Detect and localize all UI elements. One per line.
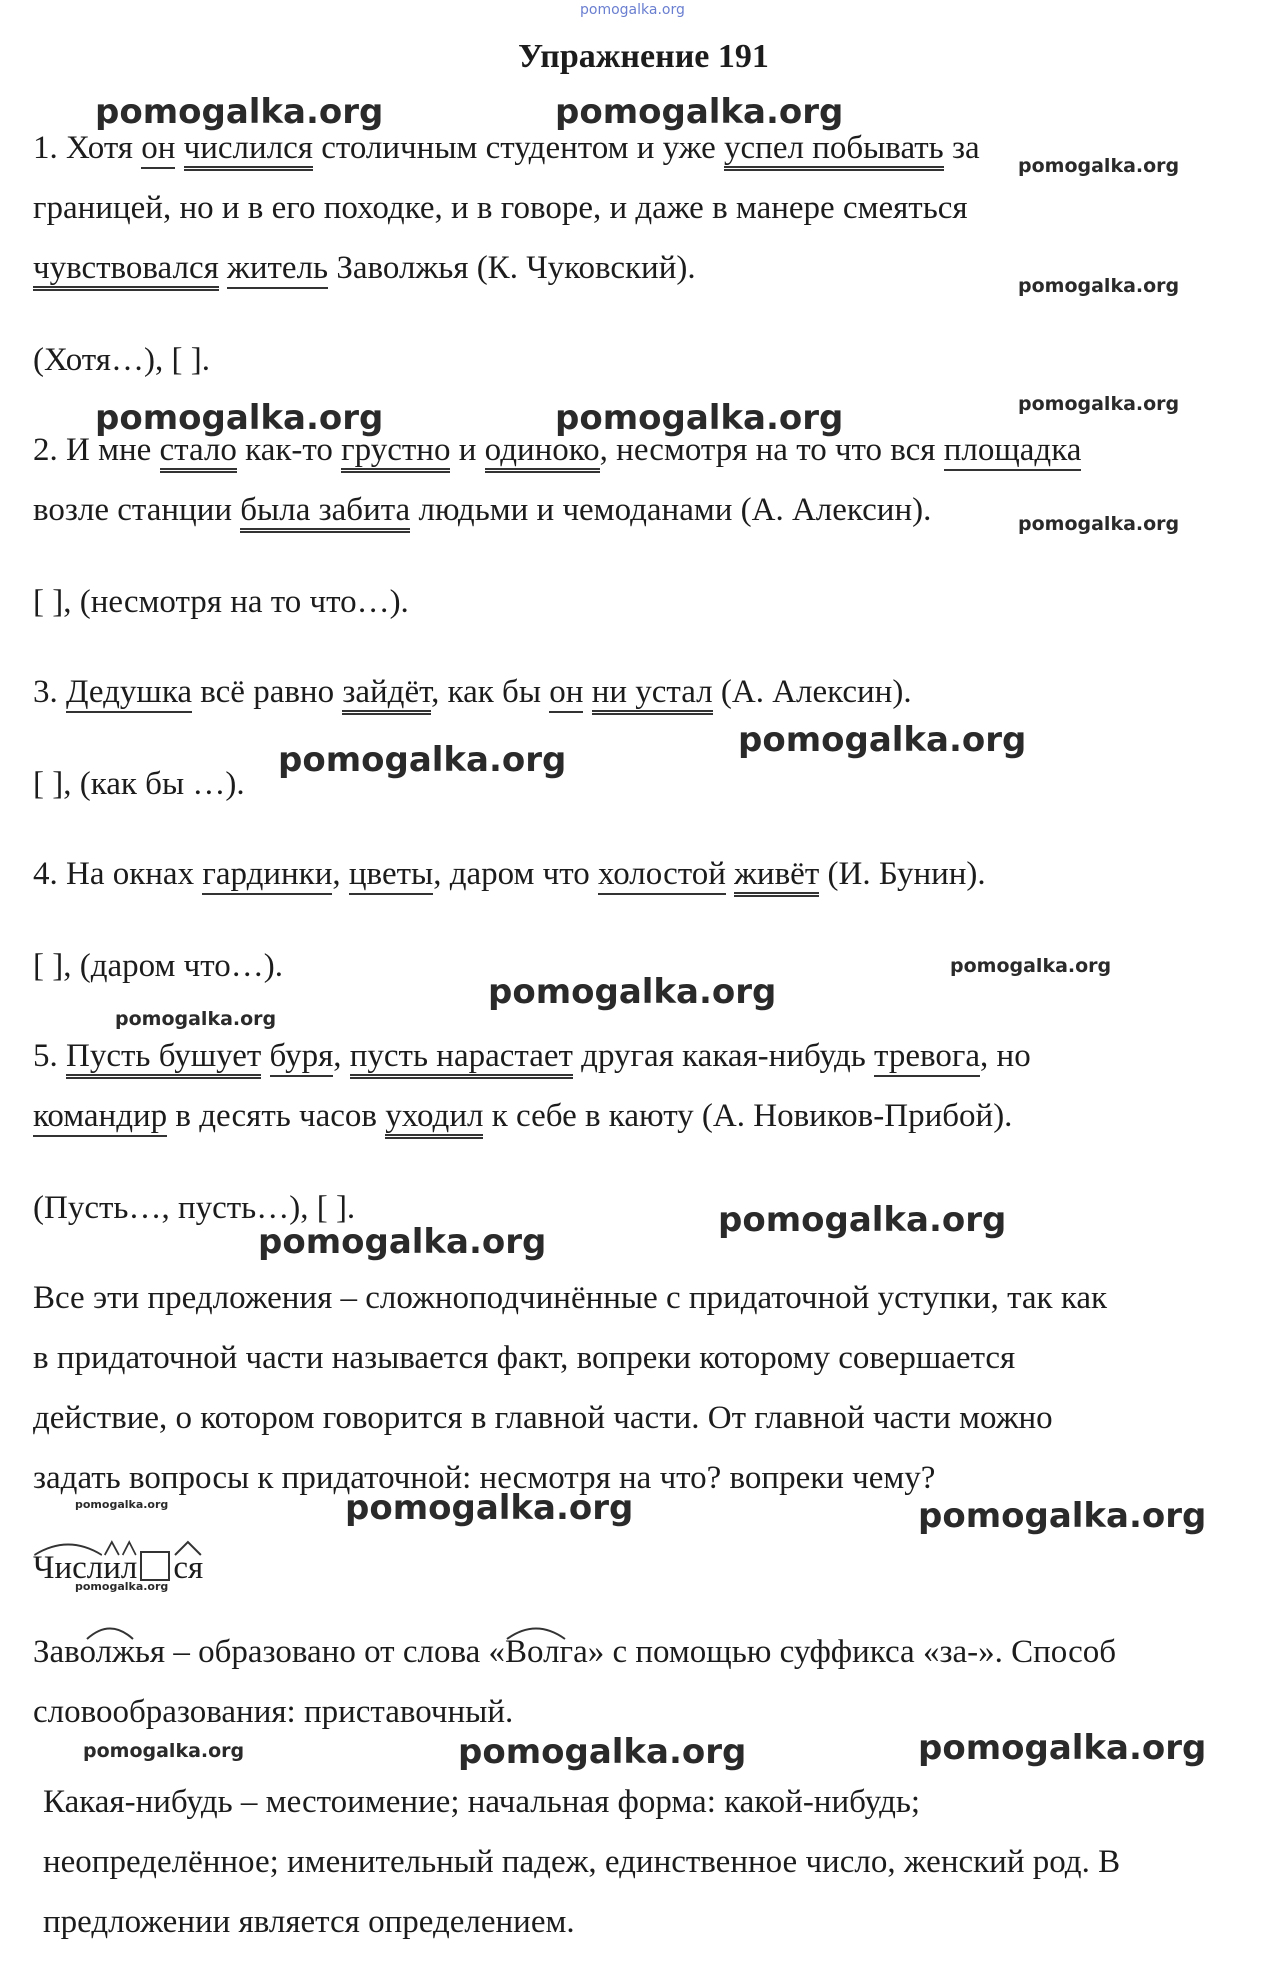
postfix-mark-icon: [173, 1540, 203, 1556]
explanation-line-1: Все эти предложения – сложноподчинённые с придаточной уступки, так как: [33, 1280, 1108, 1316]
watermark: pomogalka.org: [345, 1488, 634, 1528]
root-arc-icon: [505, 1624, 567, 1640]
sentence-4: 4. На окнах гардинки, цветы, даром что холостой живёт (И. Бунин).: [33, 854, 986, 894]
watermark: pomogalka.org: [488, 972, 777, 1012]
morpheme-suffix-2: л: [121, 1548, 137, 1588]
sentence-1-line-3: чувствовался житель Заволжья (К. Чуковский).: [33, 248, 696, 288]
site-header: pomogalka.org: [580, 2, 685, 18]
explanation-line-3: действие, о котором говорится в главной части. От главной части можно: [33, 1400, 1053, 1436]
watermark: pomogalka.org: [1018, 275, 1180, 297]
suffix-mark-icon: [121, 1540, 137, 1556]
sentence-3: 3. Дедушка всё равно зайдёт, как бы он ни устал (А. Алексин).: [33, 672, 912, 712]
watermark: pomogalka.org: [95, 92, 384, 132]
watermark: pomogalka.org: [258, 1222, 547, 1262]
sentence-2-scheme: [ ], (несмотря на то что…).: [33, 584, 409, 620]
root-arc-icon: [33, 1540, 103, 1556]
watermark: pomogalka.org: [918, 1728, 1207, 1768]
sentence-2-line-2: возле станции была забита людьми и чемоданами (А. Алексин).: [33, 490, 931, 530]
watermark: pomogalka.org: [75, 1580, 169, 1593]
watermark: pomogalka.org: [115, 1008, 277, 1030]
volga-word: Волга: [505, 1632, 588, 1672]
sentence-4-scheme: [ ], (даром что…).: [33, 948, 283, 984]
watermark: pomogalka.org: [1018, 513, 1180, 535]
morpheme-suffix: и: [103, 1548, 121, 1588]
watermark: pomogalka.org: [278, 740, 567, 780]
morpheme-postfix: ся: [173, 1548, 203, 1588]
watermark: pomogalka.org: [555, 92, 844, 132]
sentence-5-line-2: командир в десять часов уходил к себе в каюту (А. Новиков-Прибой).: [33, 1096, 1012, 1136]
sentence-1-scheme: (Хотя…), [ ].: [33, 342, 210, 378]
watermark: pomogalka.org: [75, 1498, 169, 1511]
kakaya-line-3: предложении является определением.: [43, 1904, 575, 1940]
watermark: pomogalka.org: [738, 720, 1027, 760]
watermark: pomogalka.org: [458, 1732, 747, 1772]
explanation-line-2: в придаточной части называется факт, вопреки которому совершается: [33, 1340, 1016, 1376]
kakaya-line-1: Какая-нибудь – местоимение; начальная форма: какой-нибудь;: [43, 1784, 921, 1820]
watermark: pomogalka.org: [718, 1200, 1007, 1240]
morpheme-root: Числ: [33, 1548, 103, 1588]
explanation-line-4: задать вопросы к придаточной: несмотря на что? вопреки чему?: [33, 1460, 936, 1496]
zavolzhye-line-1: Заволжья – образовано от слова « Волга» с помощью суффикса «за-». Способ: [33, 1632, 1116, 1672]
watermark: pomogalka.org: [950, 955, 1112, 977]
ending-box-icon: [140, 1551, 170, 1581]
watermark: pomogalka.org: [555, 398, 844, 438]
suffix-mark-icon: [103, 1540, 121, 1556]
root-arc-icon: [85, 1624, 135, 1640]
page-title: Упражнение 191: [518, 38, 769, 75]
sentence-5-line-1: 5. Пусть бушует буря, пусть нарастает другая какая-нибудь тревога, но: [33, 1036, 1031, 1076]
watermark: pomogalka.org: [83, 1740, 245, 1762]
sentence-5-scheme: (Пусть…, пусть…), [ ].: [33, 1190, 356, 1226]
watermark: pomogalka.org: [918, 1496, 1207, 1536]
sentence-3-scheme: [ ], (как бы …).: [33, 766, 245, 802]
sentence-1-line-2: границей, но и в его походке, и в говоре, и даже в манере смеяться: [33, 190, 968, 226]
zavolzhye-line-2: словообразования: приставочный.: [33, 1694, 514, 1730]
sentence-1-line-1: 1. Хотя он числился столичным студентом и уже успел побывать за: [33, 128, 980, 168]
watermark: pomogalka.org: [1018, 155, 1180, 177]
watermark: pomogalka.org: [95, 398, 384, 438]
sentence-2-line-1: 2. И мне стало как-то грустно и одиноко, несмотря на то что вся площадка: [33, 430, 1081, 470]
watermark: pomogalka.org: [1018, 393, 1180, 415]
kakaya-line-2: неопределённое; именительный падеж, единственное число, женский род. В: [43, 1844, 1121, 1880]
zavolzhye-word: Заволжья: [33, 1632, 165, 1672]
